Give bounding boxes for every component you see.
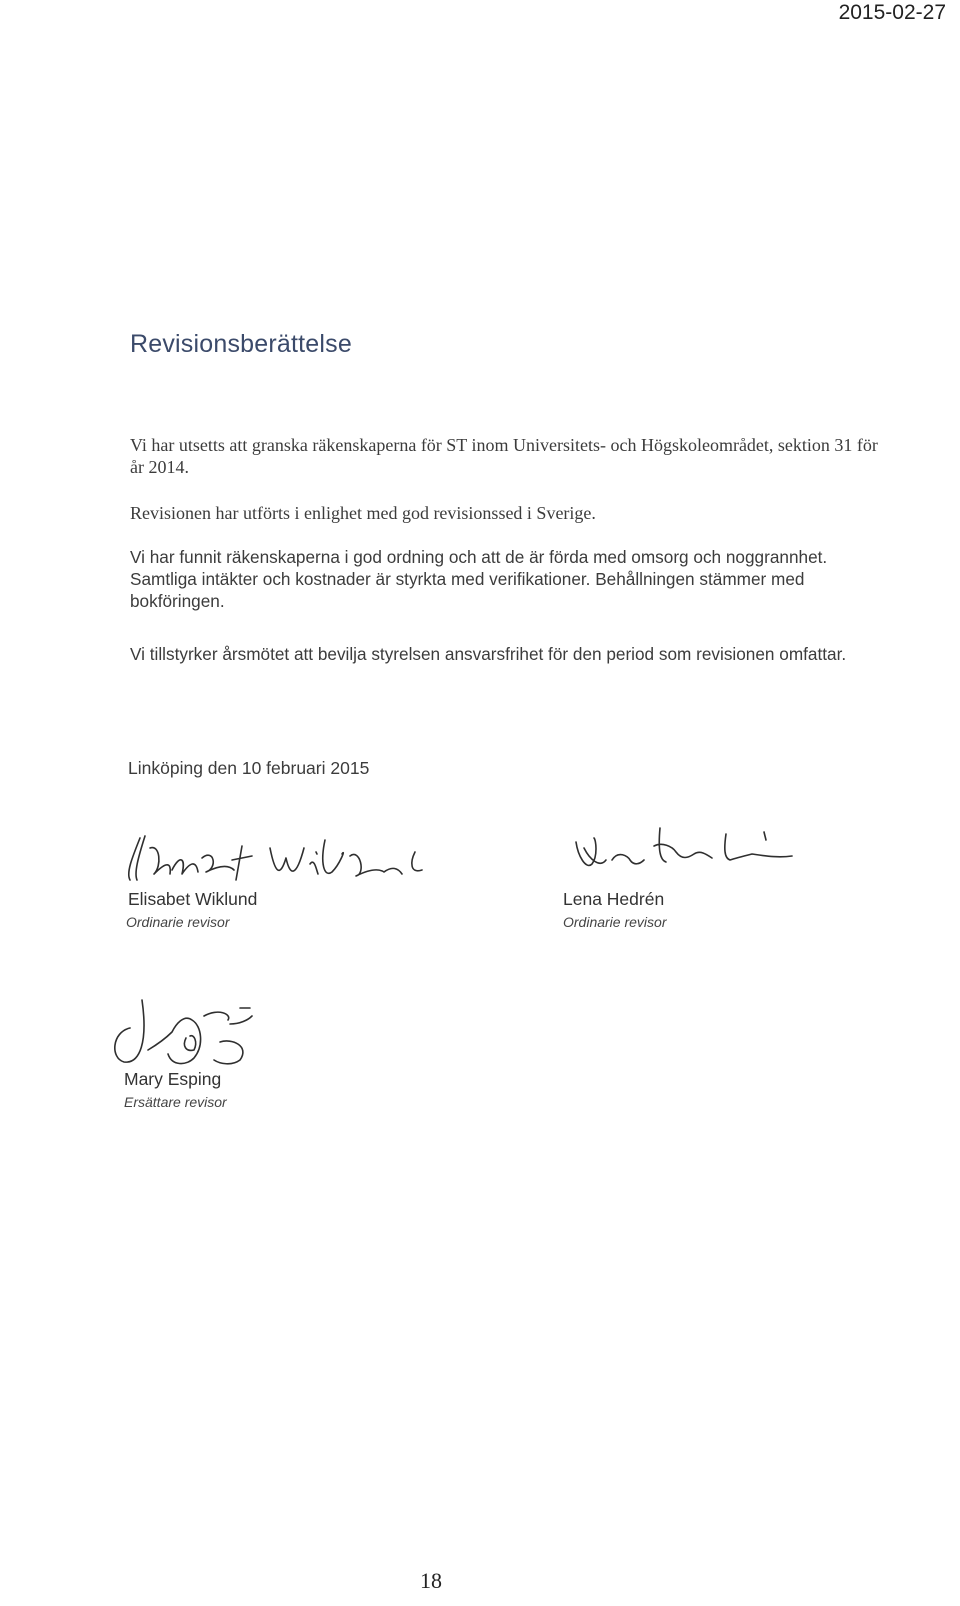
signer-name: Lena Hedrén xyxy=(563,889,665,909)
paragraph-recommendation: Vi tillstyrker årsmötet att bevilja styrelsen ansvarsfrihet för den period som revisionen omfattar. xyxy=(130,644,847,664)
paragraph-findings: Vi har funnit räkenskaperna i god ordning och att de är förda med omsorg och noggrannhet. Samtliga intäkter och kostnader är styrkta med verifikationer. Behållningen stämmer med bokföringen. xyxy=(130,547,828,611)
page-number: 18 xyxy=(420,1568,442,1593)
signer-name: Elisabet Wiklund xyxy=(128,889,258,909)
handwritten-signature-lena-hedren xyxy=(556,820,816,880)
signer-role: Ordinarie revisor xyxy=(126,914,230,930)
paragraph-assignment: Vi har utsetts att granska räkenskaperna för ST inom Universitets- och Högskoleområdet, sektion 31 för år 2014. xyxy=(130,435,878,477)
signer-name: Mary Esping xyxy=(124,1069,222,1089)
document-title: Revisionsberättelse xyxy=(130,330,352,358)
handwritten-signature-elisabet-wiklund xyxy=(110,818,470,898)
header-date: 2015-02-27 xyxy=(838,1,946,24)
signer-role: Ordinarie revisor xyxy=(563,914,667,930)
place-and-date: Linköping den 10 februari 2015 xyxy=(128,758,370,778)
paragraph-audit-standard: Revisionen har utförts i enlighet med god revisionssed i Sverige. xyxy=(130,503,596,523)
signer-role: Ersättare revisor xyxy=(124,1094,227,1110)
handwritten-signature-mary-esping xyxy=(100,980,270,1075)
